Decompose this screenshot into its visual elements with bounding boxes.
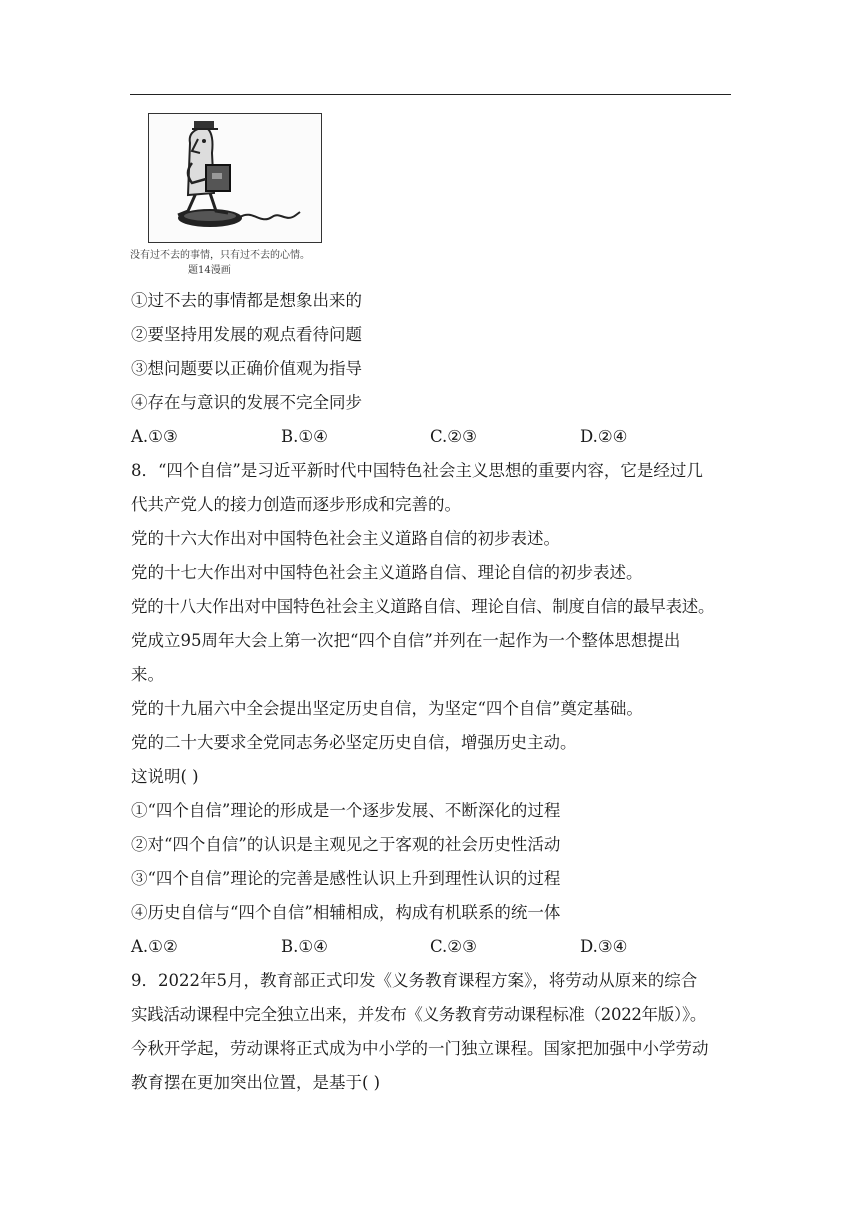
q8-fact-3: 党的十八大作出对中国特色社会主义道路自信、理论自信、制度自信的最早表述。: [131, 597, 715, 616]
q8-option-d[interactable]: D.③④: [580, 937, 628, 956]
q8-fact-1: 党的十六大作出对中国特色社会主义道路自信的初步表述。: [131, 529, 560, 548]
q9-line-1: 9．2022年5月，教育部正式印发《义务教育课程方案》，将劳动从原来的综合: [131, 971, 698, 990]
q7-option-a[interactable]: A.①③: [131, 427, 178, 446]
q8-option-b[interactable]: B.①④: [281, 937, 328, 956]
cartoon-caption: 没有过不去的事情，只有过不去的心情。: [130, 250, 310, 261]
q9-line-4: 教育摆在更加突出位置，是基于( ): [131, 1073, 381, 1092]
q7-option-d[interactable]: D.②④: [580, 427, 628, 446]
q9-line-2: 实践活动课程中完全独立出来，并发布《义务教育劳动课程标准（2022年版）》。: [131, 1005, 707, 1024]
cartoon-drawing: [148, 113, 326, 243]
q8-fact-5: 党的十九届六中全会提出坚定历史自信，为坚定“四个自信”奠定基础。: [131, 699, 643, 718]
q8-option-c[interactable]: C.②③: [430, 937, 477, 956]
q8-fact-2: 党的十七大作出对中国特色社会主义道路自信、理论自信的初步表述。: [131, 563, 643, 582]
q7-statement-1: ①过不去的事情都是想象出来的: [131, 291, 362, 310]
q9-line-3: 今秋开学起，劳动课将正式成为中小学的一门独立课程。国家把加强中小学劳动: [131, 1039, 709, 1058]
header-rule: [130, 94, 731, 95]
q8-statement-2: ②对“四个自信”的认识是主观见之于客观的社会历史性活动: [131, 835, 561, 854]
cartoon-figure: [130, 113, 326, 276]
q8-fact-4-cont: 来。: [131, 665, 164, 684]
q8-fact-6: 党的二十大要求全党同志务必坚定历史自信，增强历史主动。: [131, 733, 577, 752]
q8-prompt: 这说明( ): [131, 767, 199, 786]
q8-stem-line-1: 8．“四个自信”是习近平新时代中国特色社会主义思想的重要内容，它是经过几: [131, 461, 703, 480]
q7-statement-2: ②要坚持用发展的观点看待问题: [131, 325, 362, 344]
q8-stem-line-2: 代共产党人的接力创造而逐步形成和完善的。: [131, 495, 461, 514]
q8-statement-1: ①“四个自信”理论的形成是一个逐步发展、不断深化的过程: [131, 801, 561, 820]
q8-option-a[interactable]: A.①②: [131, 937, 178, 956]
q8-statement-4: ④历史自信与“四个自信”相辅相成，构成有机联系的统一体: [131, 903, 561, 922]
q7-option-c[interactable]: C.②③: [430, 427, 477, 446]
q7-statement-3: ③想问题要以正确价值观为指导: [131, 359, 362, 378]
cartoon-label: 题14漫画: [188, 265, 231, 276]
q7-statement-4: ④存在与意识的发展不完全同步: [131, 393, 362, 412]
q8-fact-4: 党成立95周年大会上第一次把“四个自信”并列在一起作为一个整体思想提出: [131, 631, 681, 650]
q7-option-b[interactable]: B.①④: [281, 427, 328, 446]
q8-statement-3: ③“四个自信”理论的完善是感性认识上升到理性认识的过程: [131, 869, 561, 888]
